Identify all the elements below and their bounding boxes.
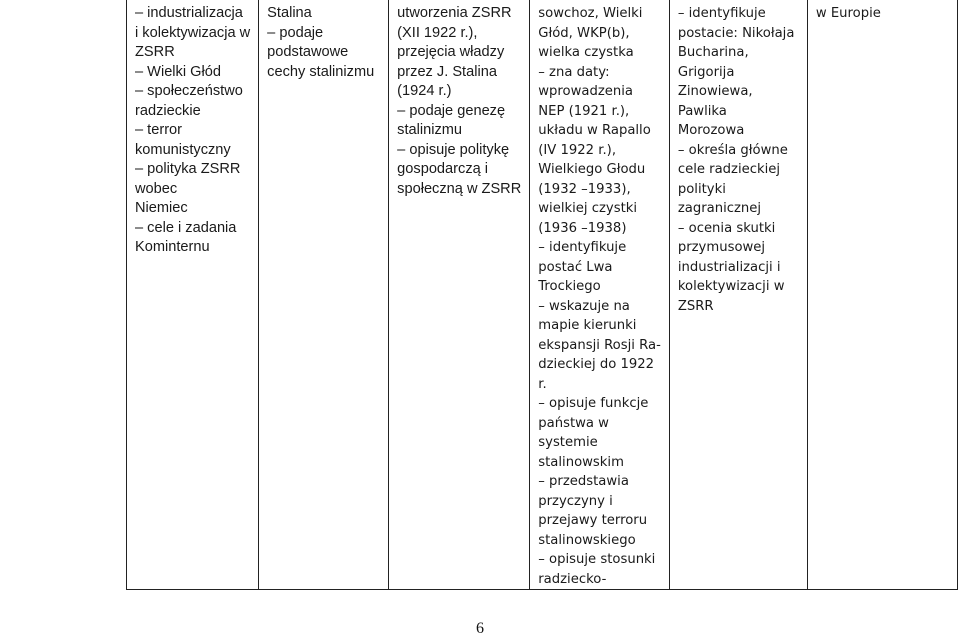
cell-line: (IV 1922 r.), [538,142,617,158]
cell-line: – zna daty: [538,64,610,80]
cell-line: systemie [538,435,598,450]
cell-line: stalinowskim [538,454,624,470]
cell-line: państwa w [538,415,609,431]
cell-line: Zinowiewa, [677,84,753,99]
cell-line: w Europie [815,6,881,21]
cell-line: przymusowej [677,240,766,255]
cell-line: – określa główne [677,142,788,158]
cell-line: radzieckie [135,102,201,119]
column-topics [127,0,259,590]
cell-line: Morozowa [677,123,745,138]
page-number: 6 [476,620,484,637]
cell-line: cele radzieckiej [677,162,781,177]
cell-line: (1932 –1933), [538,181,631,197]
cell-line: – przedstawia [538,474,629,489]
cell-line: Wielkiego Głodu [538,162,646,177]
cell-line: – identyfikuje [538,240,627,255]
cell-line: Pawlika [677,103,727,119]
cell-line: industrializacji i [677,259,781,275]
cell-line: postacie: Nikołaja [677,25,795,41]
cell-line: r. [538,376,547,392]
cell-line: Grigorija [677,64,735,80]
cell-line: przyczyny i [538,493,613,509]
cell-line: Trockiego [538,279,601,294]
cell-line: społeczną w ZSRR [397,180,522,197]
cell-line: postać Lwa [538,259,613,275]
table-row [127,0,958,590]
cell-line: – cele i zadania [135,219,237,236]
cell-line: Kominternu [135,239,210,255]
cell-line: sowchoz, Wielki [538,6,643,21]
cell-line: – wskazuje na [538,298,630,314]
cell-line: – opisuje politykę [397,141,510,158]
cell-line: – terror [135,122,183,138]
cell-line: stalinizmu [397,122,463,138]
cell-line: wielkiej czystki [538,201,638,216]
cell-line: utworzenia ZSRR [397,5,512,21]
cell-line: (XII 1922 r.), [397,24,478,41]
cell-line: podstawowe [267,44,349,60]
cell-line: przejęcia władzy [397,44,505,60]
cell-line: układu w Rapallo [538,123,651,138]
column-level-5 [807,0,957,590]
cell-line: – industrializacja [135,5,243,21]
cell-line: Stalina [267,5,312,21]
cell-line: (1936 –1938) [538,220,627,236]
column-level-2 [389,0,530,590]
cell-line: NEP (1921 r.), [538,103,630,119]
cell-line: – podaje [267,24,324,41]
cell-line: komunistyczny [135,141,231,158]
cell-line: – opisuje funkcje [538,396,649,411]
cell-line: – opisuje stosunki [538,552,656,567]
cell-line: i kolektywizacja w [135,24,251,41]
cell-line: – polityka ZSRR [135,161,241,177]
column-level-1 [259,0,389,590]
cell-line: kolektywizacji w [677,279,785,294]
cell-line: wobec [135,180,178,197]
cell-line: – identyfikuje [677,6,766,21]
cell-line: przejawy terroru [538,513,648,528]
cell-line: mapie kierunki [538,318,637,333]
cell-line: gospodarczą i [397,161,489,177]
cell-line: stalinowskiego [538,532,636,548]
cell-line: przez J. Stalina [397,63,497,80]
cell-line: radziecko- [538,571,607,587]
cell-line: ekspansji Rosji Ra- [538,337,661,353]
cell-line: polityki [677,181,726,197]
cell-line: Niemiec [135,200,188,216]
column-level-4 [669,0,807,590]
cell-line: (1924 r.) [397,83,452,99]
cell-line: Bucharina, [677,45,749,60]
cell-line: – społeczeństwo [135,83,243,99]
cell-line: wprowadzenia [538,84,633,99]
cell-line: – Wielki Głód [135,63,221,80]
curriculum-table [126,0,958,590]
cell-line: dzieckiej do 1922 [538,357,655,372]
cell-line: ZSRR [677,298,714,314]
cell-line: – ocenia skutki [677,220,776,236]
cell-line: Głód, WKP(b), [538,25,630,41]
cell-line: ZSRR [135,44,175,60]
cell-line: wielka czystka [538,45,634,60]
cell-line: zagranicznej [677,201,762,216]
cell-line: – podaje genezę [397,102,506,119]
column-level-3 [530,0,670,590]
cell-line: cechy stalinizmu [267,63,375,80]
